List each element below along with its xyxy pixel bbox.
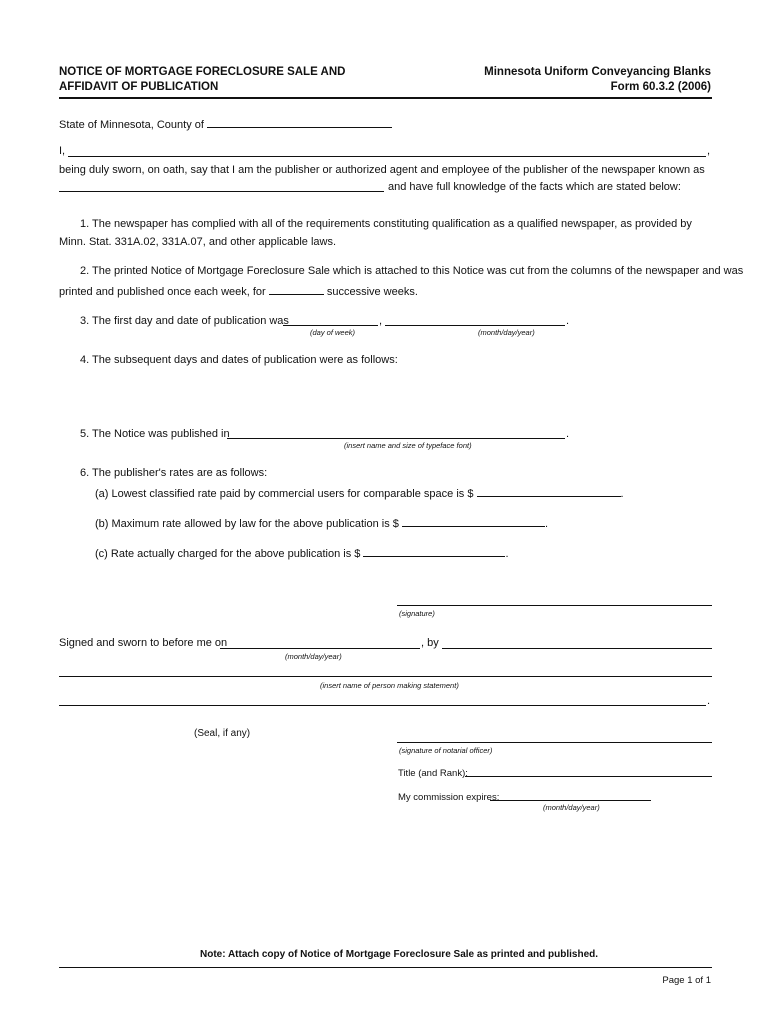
signature-caption: (signature)	[399, 609, 435, 618]
item5-text: 5. The Notice was published in	[80, 428, 230, 440]
county-field[interactable]	[207, 116, 392, 128]
signature-field[interactable]	[397, 605, 712, 606]
newspaper-name-field[interactable]	[59, 191, 384, 192]
item6b-text: (b) Maximum rate allowed by law for the above publication is $	[95, 518, 399, 530]
footer-note: Note: Attach copy of Notice of Mortgage Foreclosure Sale as printed and published.	[200, 949, 599, 960]
item6c-text: (c) Rate actually charged for the above publication is $	[95, 548, 361, 560]
item1-line2: Minn. Stat. 331A.02, 331A.07, and other applicable laws.	[59, 236, 337, 248]
item2-line1: 2. The printed Notice of Mortgage Foreclosure Sale which is attached to this Notice was cut from the columns of the newspaper and was	[80, 265, 744, 277]
item3-comma: ,	[379, 315, 383, 327]
affiant-name-field[interactable]	[68, 156, 706, 157]
form-org: Minnesota Uniform Conveyancing Blanks	[484, 66, 711, 78]
typeface-field[interactable]	[227, 438, 565, 439]
person-name-caption: (insert name of person making statement)	[320, 681, 459, 690]
footer-rule	[59, 967, 712, 968]
sworn-text: being duly sworn, on oath, say that I am the publisher or authorized agent and employee of the publisher of the newspaper known as	[59, 164, 705, 176]
sworn-date-caption: (month/day/year)	[285, 652, 342, 661]
sworn-before-text: Signed and sworn to before me on	[59, 637, 228, 649]
item6c-line	[95, 545, 509, 561]
day-of-week-caption: (day of week)	[310, 328, 356, 337]
item3-period: .	[566, 315, 570, 327]
weeks-field[interactable]	[269, 283, 324, 295]
item6c-period: .	[505, 548, 509, 560]
first-date-caption: (month/day/year)	[478, 328, 535, 337]
title-rank-field[interactable]	[465, 776, 712, 777]
page-number: Page 1 of 1	[662, 975, 711, 986]
first-date-field[interactable]	[385, 325, 565, 326]
state-county-label: State of Minnesota, County of	[59, 119, 204, 131]
state-county-line	[59, 116, 392, 132]
extra-name-period: .	[707, 695, 711, 707]
item1-line1: 1. The newspaper has complied with all of the requirements constituting qualification as a qualified newspaper, as provided by	[80, 218, 692, 230]
seal-text: (Seal, if any)	[194, 728, 251, 739]
item2-post: successive weeks.	[326, 286, 418, 298]
maximum-rate-field[interactable]	[402, 515, 545, 527]
item3-text: 3. The first day and date of publication was	[80, 315, 289, 327]
item6b-period: .	[544, 518, 548, 530]
header-rule	[59, 97, 712, 99]
typeface-caption: (insert name and size of typeface font)	[344, 441, 472, 450]
knowledge-text: and have full knowledge of the facts which are stated below:	[388, 181, 681, 193]
extra-name-field[interactable]	[59, 705, 706, 706]
form-title-line2: AFFIDAVIT OF PUBLICATION	[59, 81, 219, 93]
commission-field[interactable]	[490, 800, 651, 801]
commission-label: My commission expires:	[398, 792, 500, 803]
notary-caption: (signature of notarial officer)	[399, 746, 493, 755]
item6-text: 6. The publisher's rates are as follows:	[80, 467, 268, 479]
item6b-line	[95, 515, 548, 531]
item2-line2	[59, 283, 418, 299]
item6a-text: (a) Lowest classified rate paid by commercial users for comparable space is $	[95, 488, 474, 500]
item4-text: 4. The subsequent days and dates of publication were as follows:	[80, 354, 398, 366]
sworn-by-field[interactable]	[442, 648, 712, 649]
first-day-field[interactable]	[283, 325, 378, 326]
title-rank-label: Title (and Rank):	[398, 768, 468, 779]
lowest-rate-field[interactable]	[477, 485, 621, 497]
item2-pre: printed and published once each week, for	[59, 286, 266, 298]
sworn-date-field[interactable]	[220, 648, 420, 649]
notary-signature-field[interactable]	[397, 742, 712, 743]
item6a-period: .	[620, 488, 624, 500]
actual-rate-field[interactable]	[363, 545, 505, 557]
affiant-comma: ,	[707, 145, 711, 157]
form-number: Form 60.3.2 (2006)	[610, 81, 711, 93]
item6a-line	[95, 485, 624, 501]
affiant-prefix: I,	[59, 145, 66, 157]
item5-period: .	[566, 428, 570, 440]
form-title-line1: NOTICE OF MORTGAGE FORECLOSURE SALE AND	[59, 66, 346, 78]
person-name-field[interactable]	[59, 676, 712, 677]
by-text: , by	[421, 637, 439, 649]
commission-caption: (month/day/year)	[543, 803, 600, 812]
